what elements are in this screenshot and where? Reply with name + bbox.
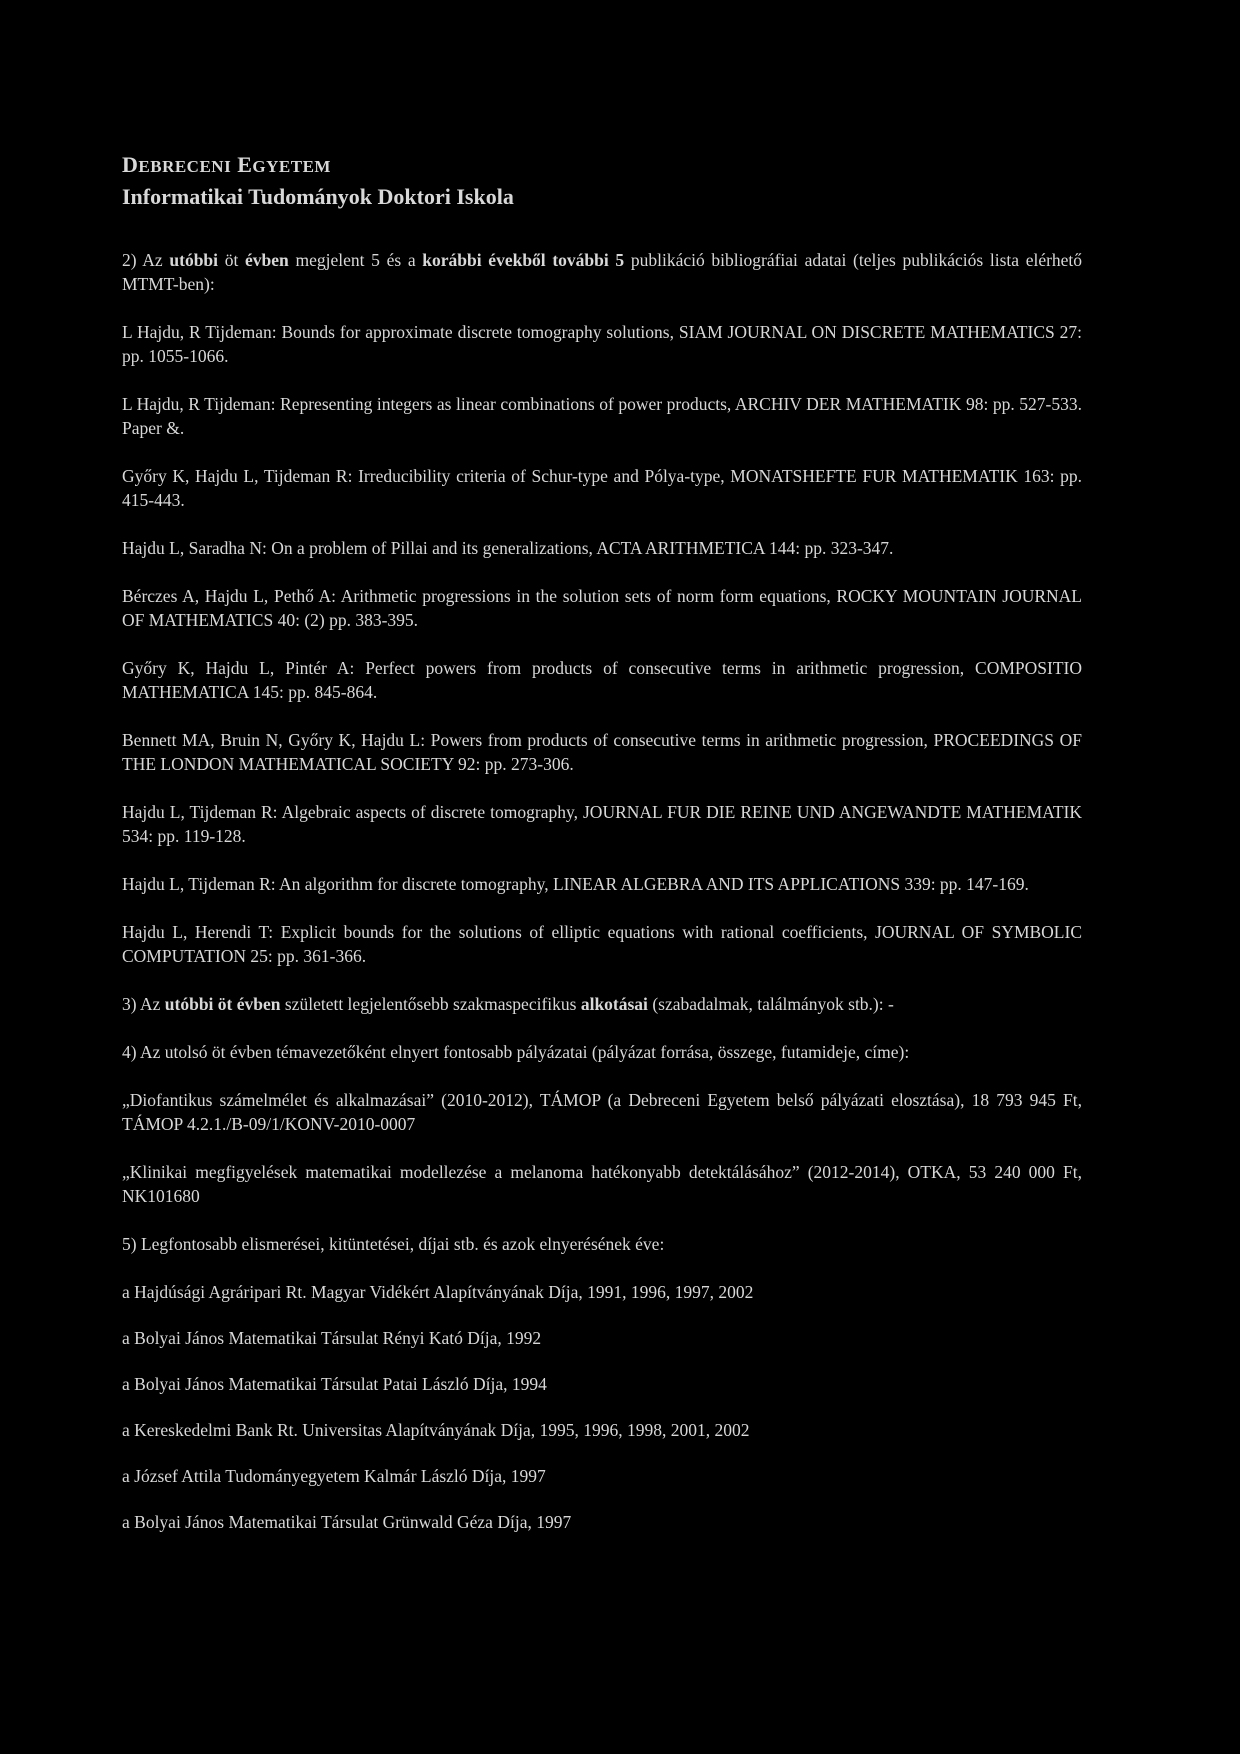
section-2-bold-evben: évben (245, 250, 289, 270)
section-3-bold-utobbi: utóbbi öt évben (164, 994, 281, 1014)
award-item: a Hajdúsági Agráripari Rt. Magyar Vidékért Alapítványának Díja, 1991, 1996, 1997, 2002 (122, 1282, 754, 1302)
section-2-text-megjelent: megjelent 5 és a (295, 250, 416, 270)
award-item: a Bolyai János Matematikai Társulat Patai László Díja, 1994 (122, 1374, 547, 1394)
section-3-text: született legjelentősebb szakmaspecifikus (284, 994, 577, 1014)
doctoral-school-name: Informatikai Tudományok Doktori Iskola (122, 184, 514, 209)
award-item: a Kereskedelmi Bank Rt. Universitas Alapítványának Díja, 1995, 1996, 1998, 2001, 2002 (122, 1420, 750, 1440)
publication-item: Hajdu L, Herendi T: Explicit bounds for the solutions of elliptic equations with rational coefficients, JOURNAL OF SYMBOLIC COMPUTATION 25: pp. 361-366. (122, 922, 1082, 966)
section-5-heading: 5) Legfontosabb elismerései, kitüntetései, díjai stb. és azok elnyerésének éve: (122, 1234, 665, 1254)
publication-item: Hajdu L, Tijdeman R: Algebraic aspects of discrete tomography, JOURNAL FUR DIE REINE UND ANGEWANDTE MATHEMATIK 534: pp. 119-128. (122, 802, 1082, 846)
publication-item: Hajdu L, Tijdeman R: An algorithm for discrete tomography, LINEAR ALGEBRA AND ITS APPLICATIONS 339: pp. 147-169. (122, 874, 1029, 894)
university-first-initial: D (122, 152, 139, 177)
university-second-initial: E (237, 152, 253, 177)
section-2-bold-korabbi: korábbi évekből további 5 (422, 250, 625, 270)
section-2-bold-utobbi: utóbbi (169, 250, 219, 270)
section-3-heading (122, 992, 1082, 1016)
university-name (122, 150, 1082, 182)
section-3-prefix: 3) Az (122, 994, 161, 1014)
publication-list (122, 320, 1082, 968)
publication-item: Bérczes A, Hajdu L, Pethő A: Arithmetic progressions in the solution sets of norm form equations, ROCKY MOUNTAIN JOURNAL OF MATHEMATICS 40: (2) pp. 383-395. (122, 586, 1082, 630)
publication-item: Győry K, Hajdu L, Tijdeman R: Irreducibility criteria of Schur-type and Pólya-type, MONATSHEFTE FUR MATHEMATIK 163: pp. 415-443. (122, 466, 1082, 510)
award-item: a Bolyai János Matematikai Társulat Rényi Kató Díja, 1992 (122, 1328, 542, 1348)
grant-list (122, 1088, 1082, 1208)
section-2-heading (122, 248, 1082, 296)
publication-item: L Hajdu, R Tijdeman: Representing integers as linear combinations of power products, ARCHIV DER MATHEMATIK 98: pp. 527-533. Paper &. (122, 394, 1082, 438)
university-first-rest: EBRECENI (138, 157, 232, 176)
document-page (122, 150, 1082, 1556)
award-item: a József Attila Tudományegyetem Kalmár László Díja, 1997 (122, 1466, 546, 1486)
section-3-text-tail: (szabadalmak, találmányok stb.): - (652, 994, 894, 1014)
section-2-text-ot: öt (224, 250, 239, 270)
section-3-bold-alkotasai: alkotásai (580, 994, 648, 1014)
section-2-prefix: 2) Az (122, 250, 163, 270)
grant-item: „Diofantikus számelmélet és alkalmazásai” (2010-2012), TÁMOP (a Debreceni Egyetem belső pályázati elosztása), 18 793 945 Ft, TÁMOP 4.2.1./B-09/1/KONV-2010-0007 (122, 1090, 1082, 1134)
award-item: a Bolyai János Matematikai Társulat Grünwald Géza Díja, 1997 (122, 1512, 572, 1532)
section-4-heading: 4) Az utolsó öt évben témavezetőként elnyert fontosabb pályázatai (pályázat forrása, összege, futamideje, címe): (122, 1042, 910, 1062)
award-list (122, 1280, 1082, 1534)
grant-item: „Klinikai megfigyelések matematikai modellezése a melanoma hatékonyabb detektálásához” (2012-2014), OTKA, 53 240 000 Ft, NK101680 (122, 1162, 1082, 1206)
publication-item: Hajdu L, Saradha N: On a problem of Pillai and its generalizations, ACTA ARITHMETICA 144: pp. 323-347. (122, 538, 894, 558)
university-second-rest: GYETEM (252, 157, 331, 176)
publication-item: Bennett MA, Bruin N, Győry K, Hajdu L: Powers from products of consecutive terms in arithmetic progression, PROCEEDINGS OF THE LONDON MATHEMATICAL SOCIETY 92: pp. 273-306. (122, 730, 1082, 774)
publication-item: Győry K, Hajdu L, Pintér A: Perfect powers from products of consecutive terms in arithmetic progression, COMPOSITIO MATHEMATICA 145: pp. 845-864. (122, 658, 1082, 702)
publication-item: L Hajdu, R Tijdeman: Bounds for approximate discrete tomography solutions, SIAM JOURNAL ON DISCRETE MATHEMATICS 27: pp. 1055-1066. (122, 322, 1082, 366)
section-2-text-publikacio: publikáció bibliográfiai adatai (teljes publikációs lista elérhető MTMT-ben): (122, 250, 1083, 294)
